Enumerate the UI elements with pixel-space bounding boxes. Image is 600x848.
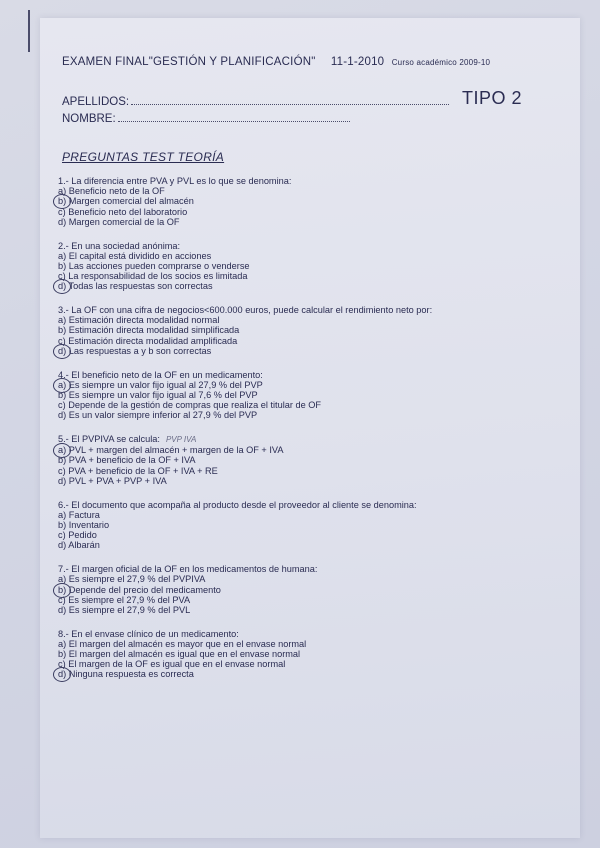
question-stem-text: 5.- El PVPIVA se calcula: <box>58 434 160 445</box>
answer-option: b) Inventario <box>58 519 110 530</box>
answer-option: a) PVL + margen del almacén + margen de la OF + IVA <box>58 445 570 455</box>
answer-option: a) Factura <box>58 509 100 520</box>
answer-option: b) Es siempre un valor fijo igual al 7,6 % del PVP <box>58 389 258 400</box>
answer-option: b) Las acciones pueden comprarse o venderse <box>58 260 250 271</box>
answer-option: d) Es siempre el 27,9 % del PVL <box>58 604 191 615</box>
answer-option: b) Margen comercial del almacén <box>58 196 570 206</box>
answer-option: d) Todas las respuestas son correctas <box>58 281 570 291</box>
margin-pen-mark <box>28 10 30 52</box>
answer-option: c) La responsabilidad de los socios es limitada <box>58 271 248 282</box>
question-stem <box>58 564 570 574</box>
question-2 <box>50 241 570 292</box>
answer-option: b) Estimación directa modalidad simplificada <box>58 325 240 336</box>
answer-option: c) Beneficio neto del laboratorio <box>58 206 188 217</box>
answer-option: d) Margen comercial de la OF <box>58 216 180 227</box>
exam-type: TIPO 2 <box>462 88 523 108</box>
section-title: PREGUNTAS TEST TEORÍA <box>62 150 225 164</box>
question-stem <box>58 176 570 186</box>
exam-header <box>62 56 582 68</box>
answer-option: a) El capital está dividido en acciones <box>58 250 212 261</box>
answer-option: c) Depende de la gestión de compras que realiza el titular de OF <box>58 400 322 411</box>
question-stem <box>58 241 570 251</box>
question-stem-text: 4.- El beneficio neto de la OF en un medicamento: <box>58 369 263 380</box>
answer-option: c) Pedido <box>58 530 97 541</box>
question-stem-text: 3.- La OF con una cifra de negocios<600.000 euros, puede calcular el rendimiento neto por: <box>58 305 433 316</box>
nombre-label: NOMBRE: <box>62 113 116 125</box>
answer-option: d) PVL + PVA + PVP + IVA <box>58 475 167 486</box>
exam-title: EXAMEN FINAL"GESTIÓN Y PLANIFICACIÓN" <box>62 56 316 68</box>
handwritten-note: PVP IVA <box>165 435 197 445</box>
answer-option: d) Las respuestas a y b son correctas <box>58 346 570 356</box>
answer-option: a) Beneficio neto de la OF <box>58 186 165 197</box>
apellidos-row <box>62 88 542 113</box>
student-fields <box>62 88 542 130</box>
answer-option: d) Albarán <box>58 540 100 551</box>
nombre-line <box>118 121 350 122</box>
question-6 <box>50 500 570 551</box>
answer-option: b) Depende del precio del medicamento <box>58 585 570 595</box>
answer-option: c) PVA + beneficio de la OF + IVA + RE <box>58 465 218 476</box>
question-4 <box>50 370 570 421</box>
question-stem <box>58 370 570 380</box>
answer-option: d) Es un valor siempre inferior al 27,9 % del PVP <box>58 410 258 421</box>
nombre-row <box>62 113 542 130</box>
question-5 <box>50 434 570 486</box>
question-stem-text: 6.- El documento que acompaña al producto desde el proveedor al cliente se denomina: <box>58 499 417 510</box>
apellidos-label: APELLIDOS: <box>62 96 130 108</box>
question-7 <box>50 564 570 615</box>
answer-option: c) Estimación directa modalidad amplificada <box>58 335 238 346</box>
question-stem <box>58 500 570 510</box>
question-list <box>50 176 570 693</box>
answer-option: d) Ninguna respuesta es correcta <box>58 669 570 679</box>
question-stem-text: 1.- La diferencia entre PVA y PVL es lo que se denomina: <box>58 176 292 186</box>
question-stem <box>58 629 570 639</box>
answer-option: c) Es siempre el 27,9 % del PVA <box>58 594 191 605</box>
answer-option: a) Estimación directa modalidad normal <box>58 315 220 326</box>
question-stem-text: 2.- En una sociedad anónima: <box>58 240 181 251</box>
apellidos-line <box>131 104 449 105</box>
question-stem <box>58 305 570 315</box>
answer-option: c) El margen de la OF es igual que en el envase normal <box>58 659 286 670</box>
answer-option: b) PVA + beneficio de la OF + IVA <box>58 455 196 466</box>
question-stem-text: 7.- El margen oficial de la OF en los medicamentos de humana: <box>58 564 318 575</box>
answer-option: a) Es siempre un valor fijo igual al 27,9 % del PVP <box>58 380 570 390</box>
exam-date: 11-1-2010 <box>330 56 385 68</box>
question-1 <box>50 176 570 227</box>
question-3 <box>50 305 570 356</box>
answer-option: a) El margen del almacén es mayor que en el envase normal <box>58 638 307 649</box>
course-year: Curso académico 2009-10 <box>391 58 491 67</box>
answer-option: a) Es siempre el 27,9 % del PVPIVA <box>58 574 206 585</box>
question-stem-text: 8.- En el envase clínico de un medicamento: <box>58 628 239 639</box>
question-stem <box>58 434 570 445</box>
question-8 <box>50 629 570 680</box>
answer-option: b) El margen del almacén es igual que en el envase normal <box>58 649 301 660</box>
